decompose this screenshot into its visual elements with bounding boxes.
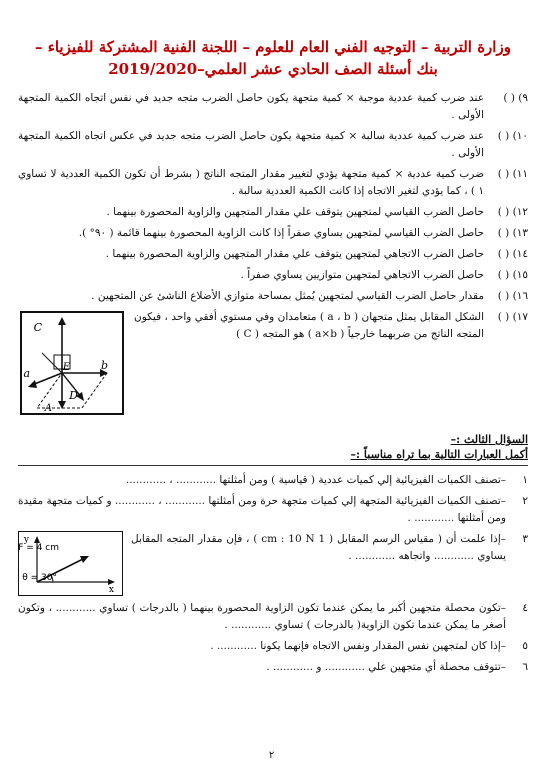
item-text: عند ضرب كمية عددية موجبة × كمية متجهة يكون حاصل الضرب متجه جديد في نفس اتجاه الكمية المتجهة الأولى .	[18, 92, 484, 121]
item-number: ٢	[522, 495, 528, 507]
item-text: عند ضرب كمية عددية سالبة × كمية متجهة يكون حاصل الضرب متجه جديد في عكس اتجاه الكمية المتجهة الأولى .	[18, 130, 484, 159]
label-a: a	[23, 367, 30, 380]
item-text: –تصنف الكميات الفيزيائية إلي كميات عددية ( قياسية ) ومن أمثلتها ............ ، ............	[125, 474, 506, 486]
axis-y-label: y	[23, 535, 29, 545]
item-number[interactable]: ٩) ( )	[503, 92, 528, 104]
label-big-a: A	[44, 403, 52, 413]
item-text: حاصل الضرب القياسي لمتجهين يساوي صفراً إذا كانت الزاوية المحصورة بينهما قائمة ( ٩٠° ).	[78, 227, 484, 239]
item-text: حاصل الضرب الاتجاهي لمتجهين يتوقف علي مقدار المتجهين والزاوية المحصورة بينهما .	[105, 248, 484, 260]
completion-list	[18, 472, 528, 676]
item-number[interactable]: ١٦) ( )	[497, 290, 528, 302]
list-item	[18, 531, 528, 596]
item-text: حاصل الضرب القياسي لمتجهين يتوقف علي مقدار المتجهين والزاوية المحصورة بينهما .	[106, 206, 484, 218]
item-number[interactable]: ١١) ( )	[497, 168, 528, 180]
label-e: E	[62, 362, 70, 373]
item-number[interactable]: ١٥) ( )	[497, 269, 528, 281]
item-number: ٥	[522, 640, 528, 652]
item-number[interactable]: ١٤) ( )	[497, 248, 528, 260]
list-item	[18, 638, 528, 655]
force-label: F = 4 cm	[19, 543, 59, 553]
true-false-list	[18, 90, 528, 415]
page	[18, 8, 528, 753]
list-item	[18, 659, 528, 676]
divider	[18, 465, 528, 466]
force-vector-figure	[18, 531, 123, 596]
item-number: ٤	[522, 602, 528, 614]
item-number[interactable]: ١٠) ( )	[497, 130, 528, 142]
item-text: مقدار حاصل الضرب القياسي لمتجهين يُمثل بمساحة متوازي الأضلاع الناشئ عن المتجهين .	[91, 290, 484, 302]
list-item	[18, 128, 528, 162]
label-d: D	[69, 389, 78, 402]
item-number[interactable]: ١٧) ( )	[497, 311, 528, 323]
section-3-title: السؤال الثالث :–	[450, 433, 528, 446]
list-item	[18, 90, 528, 124]
item-number: ١	[522, 474, 528, 486]
item-number: ٣	[522, 533, 528, 545]
list-item	[18, 472, 528, 489]
list-item	[18, 600, 528, 634]
item-text: –تصنف الكميات الفيزيائية المتجهة إلي كميات متجهة حرة ومن أمثلتها ............ ، ............ و كميات متجهة مقيدة ومن أمثلتها ............ .	[18, 495, 506, 524]
cross-product-figure	[20, 311, 124, 415]
item-number[interactable]: ١٢) ( )	[497, 206, 528, 218]
list-item	[18, 288, 528, 305]
list-item	[18, 493, 528, 527]
list-item	[18, 204, 528, 221]
vector-diagram	[22, 313, 122, 413]
item-text: –تتوقف محصلة أي متجهين علي ............ و ............ .	[266, 661, 506, 673]
item-17-row	[18, 309, 528, 415]
axis-x-label: x	[108, 585, 114, 595]
section-3-subtitle: أكمل العبارات التالية بما تراه مناسباً :–	[350, 448, 528, 461]
item-number[interactable]: ١٣) ( )	[497, 227, 528, 239]
item-text: –إذا كان لمتجهين نفس المقدار ونفس الاتجاه فإنهما يكونا ............ .	[210, 640, 506, 652]
list-item	[18, 225, 528, 242]
angle-label: θ = 30°	[22, 573, 57, 583]
header-line-1: وزارة التربية – التوجيه الفني العام للعلوم – اللجنة الفنية المشتركة للفيزياء –	[35, 38, 511, 56]
list-item	[18, 166, 528, 200]
label-c: C	[33, 321, 42, 334]
list-item	[18, 267, 528, 284]
list-item	[18, 246, 528, 263]
header-line-2: بنك أسئلة الصف الحادي عشر العلمي–2019/2020	[108, 60, 438, 78]
item-text: –إذا علمت أن ( مقياس الرسم المقابل ( 1 cm : 10 N ) ، فإن مقدار المتجه المقابل يساوي ............ واتجاهه ............ .	[131, 533, 507, 562]
item-text: الشكل المقابل يمثل متجهان ( a ، b ) متعامدان وفي مستوي أفقي واحد ، فيكون المتجه الناتج من ضربهما خارجياً ( a×b ) هو المتجه ( C )	[134, 311, 485, 340]
item-text: حاصل الضرب الاتجاهي لمتجهين متوازيين يساوي صفراً .	[240, 269, 484, 281]
page-number: ٢	[268, 750, 275, 761]
label-b: b	[100, 359, 108, 372]
item-text: –تكون محصلة متجهين أكبر ما يمكن عندما تكون الزاوية المحصورة بينهما ( بالدرجات ) تساوي ............ ، وتكون أصغر ما يمكن عندما تكون الزاوية( بالدرجات ) تساوي ............ .	[18, 602, 506, 631]
force-diagram	[19, 532, 122, 595]
item-number: ٦	[522, 661, 528, 673]
item-text: ضرب كمية عددية × كمية متجهة يؤدي لتغيير مقدار المتجه الناتج ( بشرط أن تكون الكمية العددية لا تساوي ١ ) ، كما يؤدي لتغير الاتجاه إذا كانت الكمية العددية سالبة .	[18, 168, 484, 197]
